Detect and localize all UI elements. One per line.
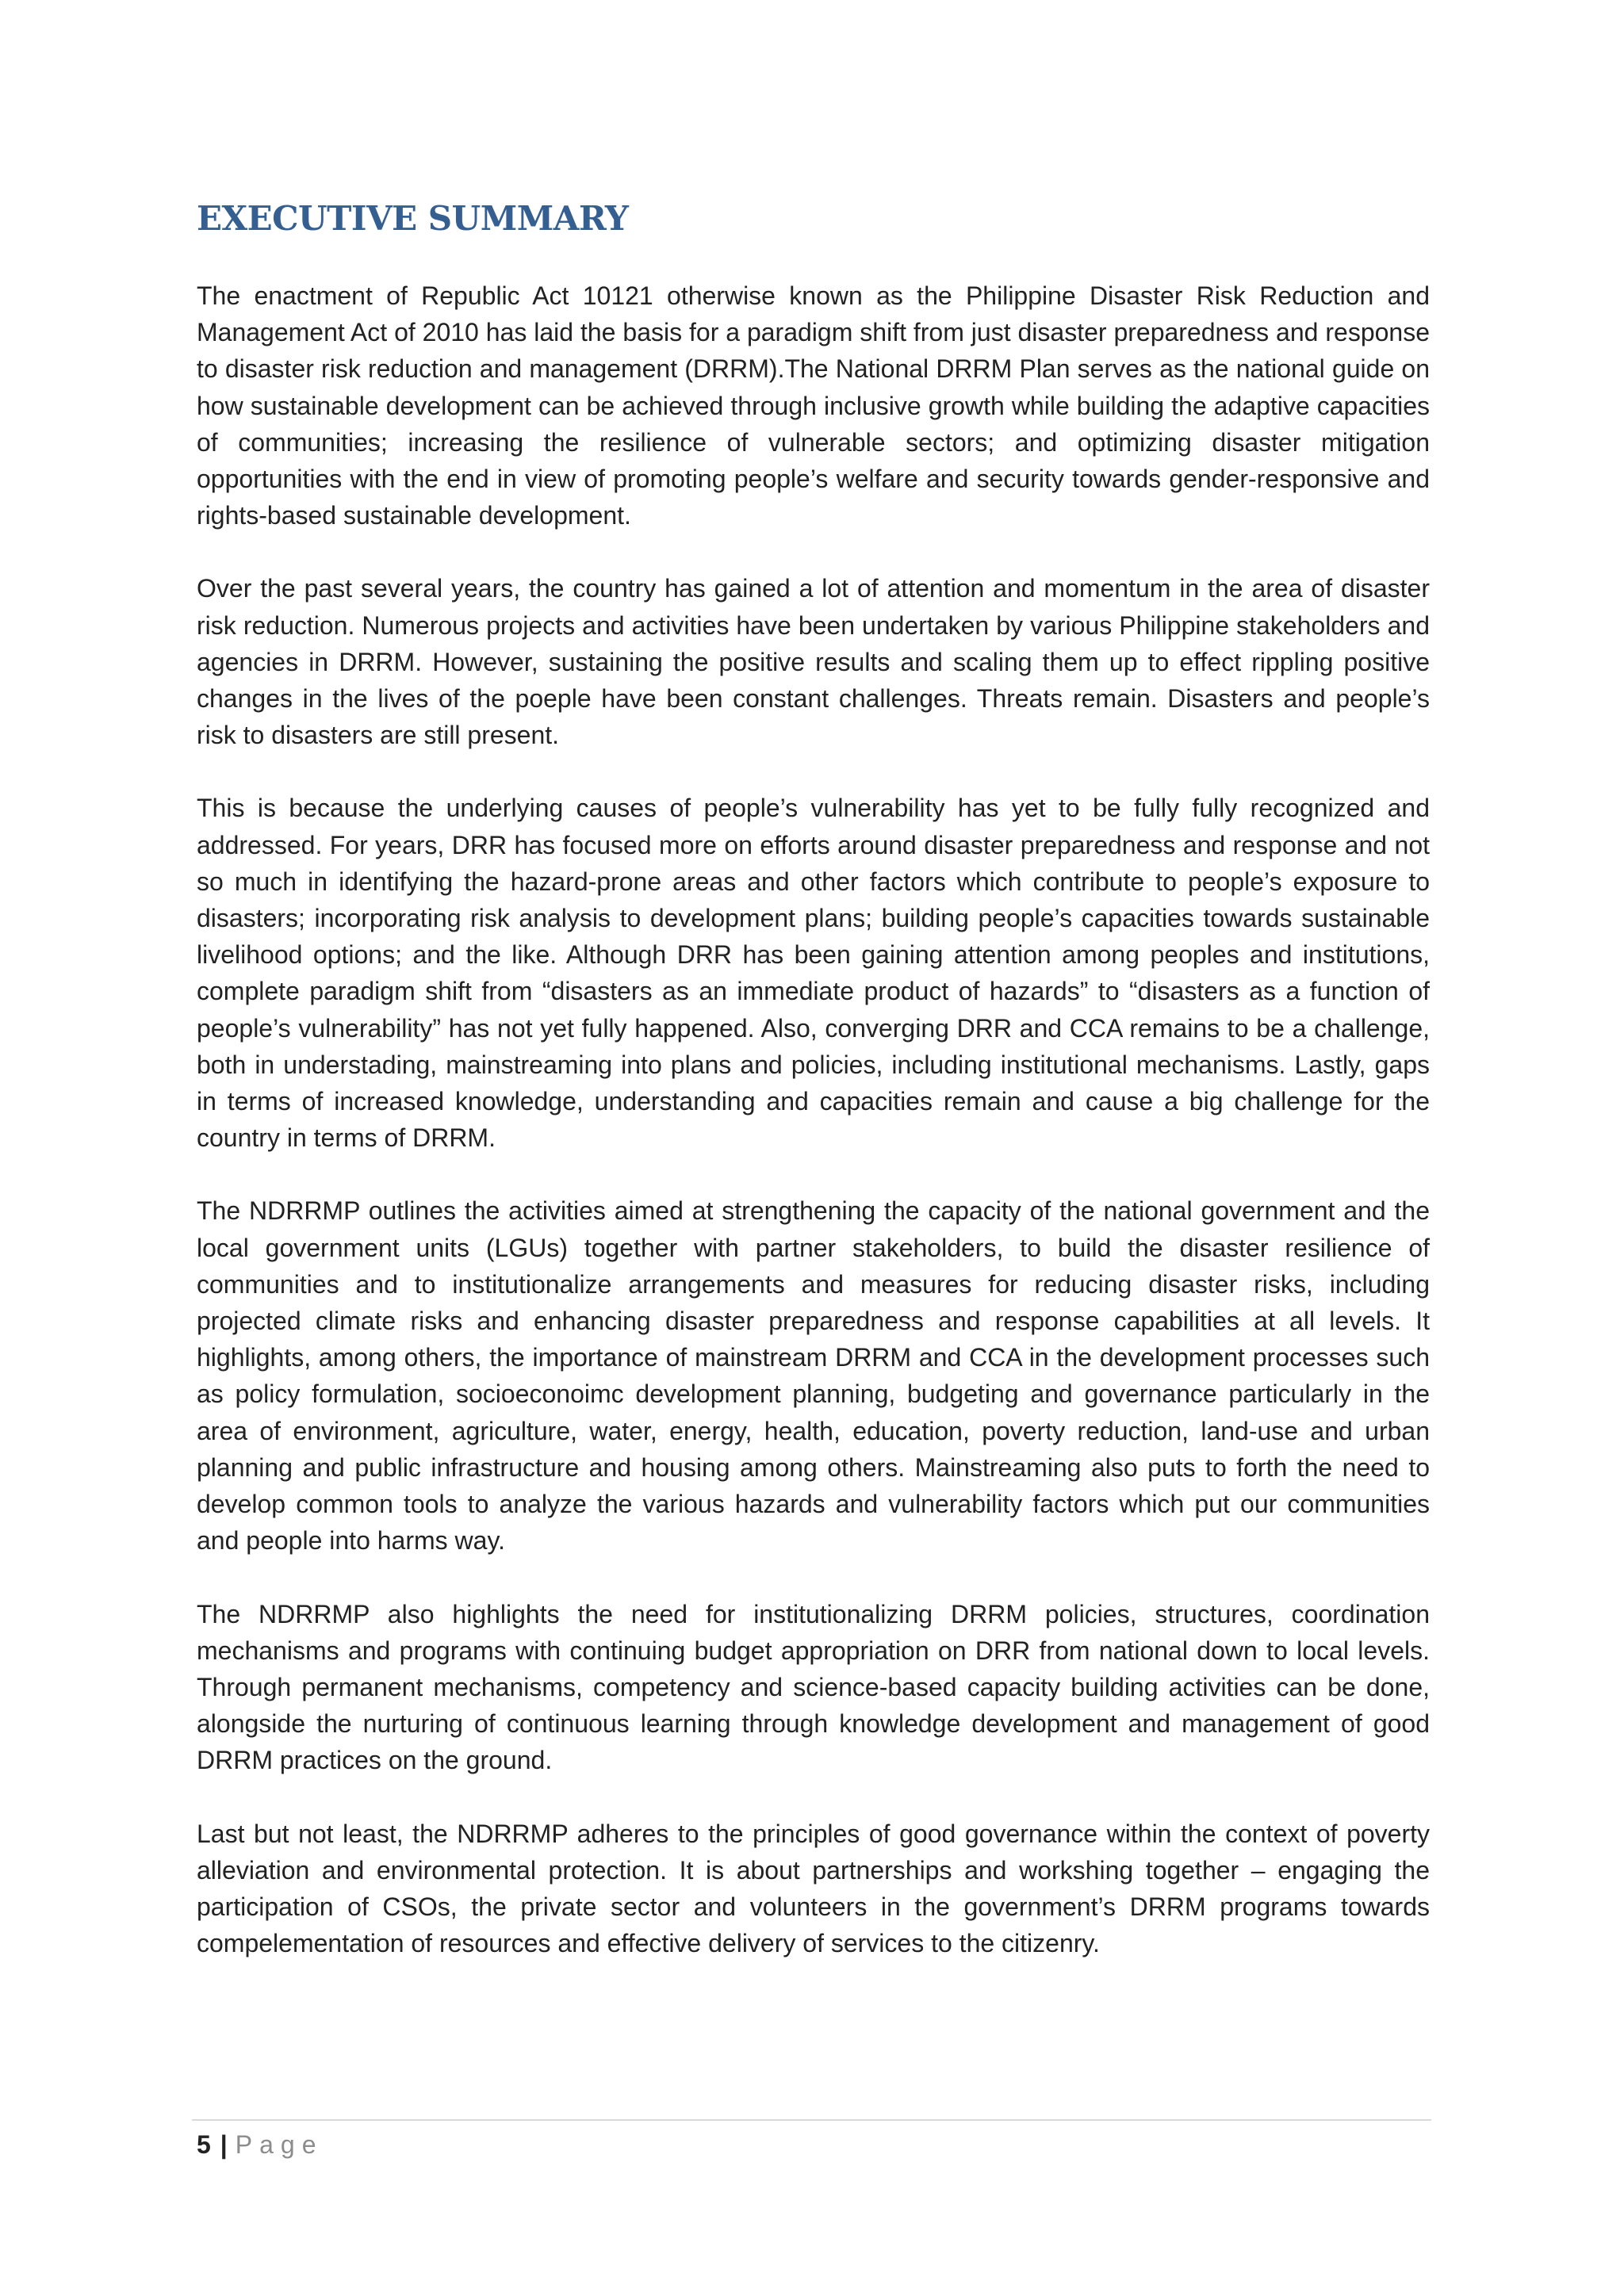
paragraph-4: The NDRRMP outlines the activities aimed at strengthening the capacity of the national government and the local government units (LGUs) together with partner stakeholders, to build the disaster resilience of communities and to institutionalize arrangements and measures for reducing disaster risks, including projected climate risks and enhancing disaster preparedness and response capabilities at all levels. It highlights, among others, the importance of mainstream DRRM and CCA in the development processes such as policy formulation, socioeconoimc development planning, budgeting and governance particularly in the area of environment, agriculture, water, energy, health, education, poverty reduction, land-use and urban planning and public infrastructure and housing among others. Mainstreaming also puts to forth the need to develop common tools to analyze the various hazards and vulnerability factors which put our communities and people into harms way. (197, 1196, 1430, 1556)
section-heading: EXECUTIVE SUMMARY (197, 199, 629, 238)
paragraph-1: The enactment of Republic Act 10121 otherwise known as the Philippine Disaster Risk Reduction and Management Act of 2010 has laid the basis for a paradigm shift from just disaster preparedness and response to disaster risk reduction and management (DRRM).The National DRRM Plan serves as the national guide on how sustainable development can be achieved through inclusive growth while building the adaptive capacities of communities; increasing the resilience of vulnerable sectors; and optimizing disaster mitigation opportunities with the end in view of promoting people’s welfare and security towards gender-responsive and rights-based sustainable development. (197, 281, 1430, 530)
page-label: Page (235, 2130, 324, 2159)
page-footer (197, 2127, 323, 2162)
body-text (197, 277, 1430, 1961)
page-number: 5 (197, 2130, 211, 2159)
footer-separator: | (220, 2130, 228, 2159)
paragraph-6: Last but not least, the NDRRMP adheres to the principles of good governance within the context of poverty alleviation and environmental protection. It is about partnerships and workshing together – engaging the participation of CSOs, the private sector and volunteers in the government’s DRRM programs towards compelementation of resources and effective delivery of services to the citizenry. (197, 1819, 1430, 1958)
footer-divider (192, 2119, 1431, 2121)
paragraph-3: This is because the underlying causes of people’s vulnerability has yet to be fully fully recognized and addressed. For years, DRR has focused more on efforts around disaster preparedness and response and not so much in identifying the hazard-prone areas and other factors which contribute to people’s exposure to disasters; incorporating risk analysis to development plans; building people’s capacities towards sustainable livelihood options; and the like. Although DRR has been gaining attention among peoples and institutions, complete paradigm shift from “disasters as an immediate product of hazards” to “disasters as a function of people’s vulnerability” has not yet fully happened. Also, converging DRR and CCA remains to be a challenge, both in understading, mainstreaming into plans and policies, including institutional mechanisms. Lastly, gaps in terms of increased knowledge, understanding and capacities remain and cause a big challenge for the country in terms of DRRM. (197, 794, 1430, 1153)
paragraph-5: The NDRRMP also highlights the need for institutionalizing DRRM policies, structures, coordination mechanisms and programs with continuing budget appropriation on DRR from national down to local levels. Through permanent mechanisms, competency and science-based capacity building activities can be done, alongside the nurturing of continuous learning through knowledge development and management of good DRRM practices on the ground. (197, 1599, 1430, 1775)
paragraph-2: Over the past several years, the country has gained a lot of attention and momentum in the area of disaster risk reduction. Numerous projects and activities have been undertaken by various Philippine stakeholders and agencies in DRRM. However, sustaining the positive results and scaling them up to effect rippling positive changes in the lives of the poeple have been constant challenges. Threats remain. Disasters and people’s risk to disasters are still present. (197, 574, 1430, 750)
